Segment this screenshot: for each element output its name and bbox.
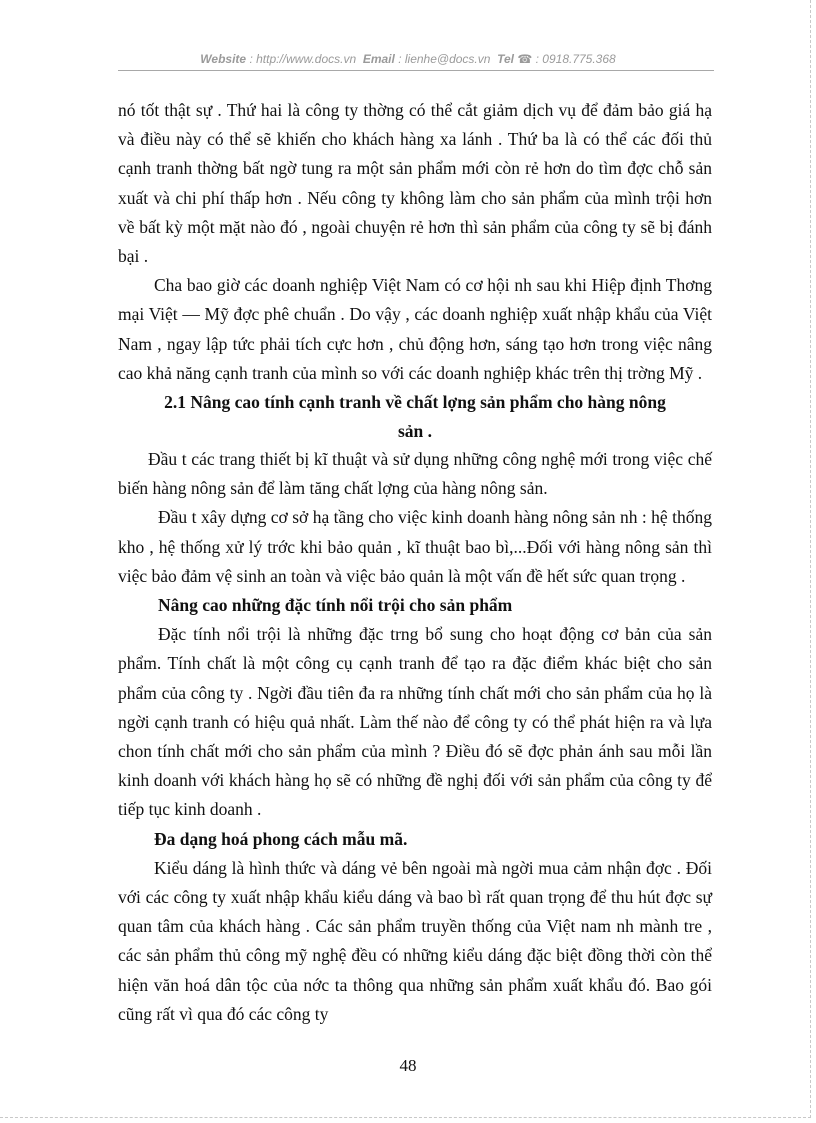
tel-label: Tel <box>497 52 514 66</box>
website-value: : http://www.docs.vn <box>249 52 357 66</box>
page-number: 48 <box>399 1056 417 1075</box>
website-label: Website <box>200 52 247 66</box>
paragraph-3: Đầu t các trang thiết bị kĩ thuật và sử dụng những công nghệ mới trong việc chế biến hàng nông sản để làm tăng chất lợng của hàng nông sản. <box>118 449 712 499</box>
tel-value: ☎ : 0918.775.368 <box>517 52 616 66</box>
section-heading-2-1 <box>118 388 712 445</box>
section-heading-line-2: sản . <box>397 420 433 441</box>
email-value: : lienhe@docs.vn <box>398 52 491 66</box>
paragraph-5: Đặc tính nổi trội là những đặc trng bổ sung cho hoạt động cơ bản của sản phẩm. Tính chất là một công cụ cạnh tranh để tạo ra đặc điểm khác biệt cho sản phẩm của công ty . Ngời đầu tiên đa ra những tính chất mới cho sản phẩm của họ là ngời cạnh tranh có hiệu quả nhất. Làm thế nào để công ty có thể phát hiện ra và lựa chon tính chất mới cho sản phẩm của mình ? Điều đó sẽ đợc phản ánh sau mỗi lần kinh doanh với khách hàng họ sẽ có những đề nghị đối với sản phẩm của công ty để tiếp tục kinh doanh . <box>118 624 712 820</box>
paragraph-1: nó tốt thật sự . Thứ hai là công ty thờng có thể cắt giảm dịch vụ để đảm bảo giá hạ và điều này có thể sẽ khiến cho khách hàng xa lánh . Thứ ba là có thể các đối thủ cạnh tranh thờng bất ngờ tung ra một sản phẩm mới còn rẻ hơn do tìm đợc chỗ sản xuất và chi phí thấp hơn . Nếu công ty không làm cho sản phẩm của mình trội hơn về bất kỳ một mặt nào đó , ngoài chuyện rẻ hơn thì sản phẩm của công ty sẽ bị đánh bại . <box>118 100 712 267</box>
document-body <box>118 96 712 1029</box>
subheading-diversify: Đa dạng hoá phong cách mẫu mã. <box>154 828 408 849</box>
page-header <box>0 52 816 66</box>
section-heading-line-1: 2.1 Nâng cao tính cạnh tranh về chất lợng sản phẩm cho hàng nông <box>164 392 666 413</box>
email-label: Email <box>362 52 395 66</box>
paragraph-2: Cha bao giờ các doanh nghiệp Việt Nam có cơ hội nh sau khi Hiệp định Thơng mại Việt — Mỹ đợc phê chuẩn . Do vậy , các doanh nghiệp xuất nhập khẩu của Việt Nam , ngay lập tức phải tích cực hơn , chủ động hơn, sáng tạo hơn trong việc nâng cao khả năng cạnh tranh của mình so với các doanh nghiệp khác trên thị trờng Mỹ . <box>118 275 712 383</box>
header-divider <box>118 70 714 71</box>
subheading-features: Nâng cao những đặc tính nổi trội cho sản phẩm <box>158 595 513 616</box>
paragraph-4: Đầu t xây dựng cơ sở hạ tầng cho việc kinh doanh hàng nông sản nh : hệ thống kho , hệ thống xử lý trớc khi bảo quản , kĩ thuật bao bì,...Đối với hàng nông sản thì việc bảo đảm vệ sinh an toàn và việc bảo quản là một vấn đề hết sức quan trọng . <box>118 507 712 586</box>
paragraph-6: Kiểu dáng là hình thức và dáng vẻ bên ngoài mà ngời mua cảm nhận đợc . Đối với các công ty xuất nhập khẩu kiểu dáng và bao bì rất quan trọng để thu hút đợc sự quan tâm của khách hàng . Các sản phẩm truyền thống của Việt nam nh mành tre , các sản phẩm thủ công mỹ nghệ đều có những kiểu dáng đặc biệt đồng thời còn thể hiện văn hoá dân tộc của nớc ta thông qua những sản phẩm xuất khẩu đó. Bao gói cũng rất vì qua đó các công ty <box>118 857 712 1024</box>
